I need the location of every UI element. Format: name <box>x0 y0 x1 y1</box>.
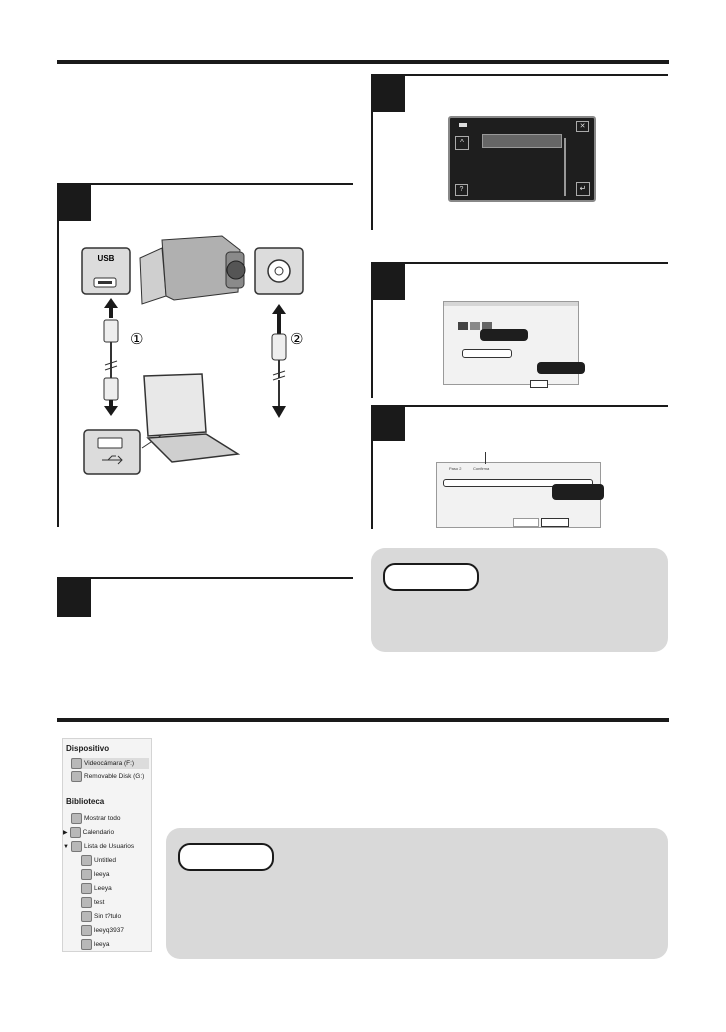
sidebar-item-label: Calendario <box>82 829 115 837</box>
sidebar-section-library: Biblioteca <box>66 797 105 806</box>
option-highlight[interactable] <box>462 349 512 358</box>
step-5-side-rule <box>371 441 373 529</box>
folder-icon <box>71 813 82 824</box>
step-5-number-box <box>371 407 405 441</box>
sidebar-item-user[interactable] <box>81 855 116 866</box>
middle-rule <box>57 718 669 722</box>
camcorder-icon <box>71 758 82 769</box>
sidebar-item-label: Videocámara (F:) <box>84 760 135 768</box>
step-2-rule <box>57 577 353 579</box>
sidebar-item-label: Removable Disk (G:) <box>84 773 145 781</box>
window-titlebar <box>444 302 578 306</box>
sidebar-item-user[interactable] <box>81 939 110 950</box>
usb-label: USB <box>97 254 115 263</box>
sidebar-item-label: Mostrar todo <box>84 815 121 823</box>
sidebar-item-label: Lista de Usuarios <box>83 843 135 851</box>
sidebar-item-calendar[interactable] <box>63 827 114 839</box>
sidebar-item-removable-disk[interactable] <box>71 771 144 782</box>
laptop-icon <box>142 374 238 462</box>
sidebar-item-label: Sin t?tulo <box>94 913 122 921</box>
sidebar-item-label: test <box>94 899 105 907</box>
scroll-up-icon[interactable]: ^ <box>455 136 469 150</box>
dc-cable <box>272 304 286 418</box>
menu-item-highlighted[interactable] <box>482 134 562 148</box>
battery-icon <box>459 123 467 127</box>
scrollbar[interactable] <box>564 138 566 196</box>
marker-1: ① <box>130 330 144 348</box>
cancel-button[interactable] <box>513 518 539 527</box>
sidebar-item-user[interactable] <box>81 883 112 894</box>
sidebar-item-user[interactable] <box>81 869 110 880</box>
collapse-arrow-icon[interactable]: ▼ <box>63 844 69 851</box>
confirm-button[interactable] <box>541 518 569 527</box>
note-label-pill <box>383 563 479 591</box>
thumbnail-icon <box>470 322 480 330</box>
note-label-pill <box>178 843 274 871</box>
disk-icon <box>71 771 82 782</box>
tab-confirm[interactable]: Confirma <box>473 466 490 471</box>
usb-cable <box>104 298 118 416</box>
camera-dc-port <box>255 248 303 294</box>
marker-2: ② <box>290 330 304 348</box>
help-icon[interactable]: ? <box>455 184 468 196</box>
step-3-rule <box>371 74 668 76</box>
back-icon[interactable]: ↵ <box>576 182 590 196</box>
step-4-number-box <box>371 264 405 300</box>
sidebar-item-label: Leeya <box>94 885 112 893</box>
step-1-side-rule <box>57 221 59 527</box>
user-icon <box>81 869 92 880</box>
next-button[interactable] <box>530 380 548 388</box>
callout-box <box>552 484 604 500</box>
sidebar-item-user[interactable] <box>81 897 104 908</box>
software-sidebar <box>62 738 152 952</box>
step-2-number-box <box>57 579 91 617</box>
step-3-side-rule <box>371 112 373 230</box>
tab-step-2[interactable]: Paso 2 <box>449 466 462 471</box>
sidebar-item-show-all[interactable] <box>71 813 121 824</box>
sidebar-item-user[interactable] <box>81 911 121 922</box>
camcorder-icon <box>140 236 245 304</box>
user-list-icon <box>71 841 82 852</box>
user-icon <box>81 855 92 866</box>
step-1-rule <box>57 183 353 185</box>
user-icon <box>81 883 92 894</box>
pointer-line <box>485 452 486 464</box>
sidebar-item-camcorder[interactable] <box>71 758 149 769</box>
callout-box <box>537 362 585 374</box>
thumbnail-icon <box>458 322 468 330</box>
camera-lcd-screen <box>448 116 596 202</box>
top-rule <box>57 60 669 64</box>
user-icon <box>81 911 92 922</box>
calendar-icon <box>70 827 81 838</box>
pc-usb-port <box>84 430 140 474</box>
close-icon[interactable]: ✕ <box>576 121 589 132</box>
sidebar-item-label: leeya <box>94 871 110 879</box>
sidebar-item-user[interactable] <box>81 925 124 936</box>
step-1-number-box <box>57 185 91 221</box>
sidebar-item-user-list[interactable] <box>63 841 134 853</box>
sidebar-section-device: Dispositivo <box>66 744 110 753</box>
step-3-number-box <box>371 76 405 112</box>
callout-box <box>480 329 528 341</box>
sidebar-item-label: Untitled <box>94 857 117 865</box>
user-icon <box>81 939 92 950</box>
step-4-rule <box>371 262 668 264</box>
step-4-side-rule <box>371 300 373 398</box>
sidebar-item-label: leeyq3937 <box>94 927 124 935</box>
expand-arrow-icon[interactable]: ▶ <box>63 830 68 837</box>
user-icon <box>81 925 92 936</box>
sidebar-item-label: leeya <box>94 941 110 949</box>
connection-diagram <box>62 228 352 480</box>
step-5-rule <box>371 405 668 407</box>
user-icon <box>81 897 92 908</box>
